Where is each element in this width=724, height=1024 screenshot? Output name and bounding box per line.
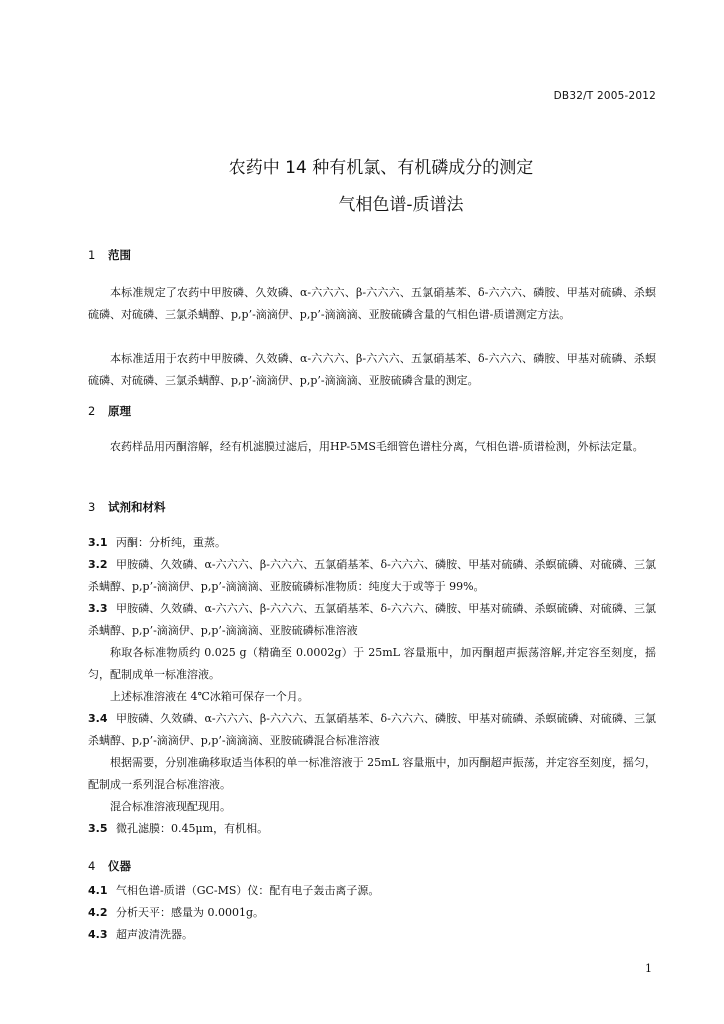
- section-title: 试剂和材料: [108, 500, 166, 514]
- clause-number: 3.5: [88, 822, 108, 835]
- clause-4-3: [88, 924, 656, 946]
- clause-3-5: [88, 818, 656, 840]
- section-heading-principle: [88, 403, 131, 419]
- paragraph-3-3-1: 称取各标准物质约 0.025 g（精确至 0.0002g）于 25mL 容量瓶中，加丙酮超声振荡溶解,并定容至刻度，摇匀，配制成单一标准溶液。: [88, 646, 656, 681]
- standard-code: DB32/T 2005-2012: [553, 90, 656, 102]
- clause-number: 4.1: [88, 884, 108, 897]
- section-title: 原理: [108, 404, 131, 418]
- section-heading-scope: [88, 247, 131, 263]
- clause-text: 超声波清洗器。: [116, 928, 193, 941]
- paragraph-3-3-2: 上述标准溶液在 4℃冰箱可保存一个月。: [110, 690, 309, 703]
- clause-3-3: [88, 598, 656, 642]
- clause-text: 丙酮：分析纯，重蒸。: [116, 536, 226, 549]
- clause-number: 3.4: [88, 712, 108, 725]
- section-number: 4: [88, 859, 96, 873]
- paragraph-scope-2: 本标准适用于农药中甲胺磷、久效磷、α-六六六、β-六六六、五氯硝基苯、δ-六六六、磷胺、甲基对硫磷、杀螟硫磷、对硫磷、三氯杀螨醇、p,p’-滴滴伊、p,p’-滴滴滴、亚胺硫磷含量的测定。: [88, 352, 656, 387]
- clause-number: 4.2: [88, 906, 108, 919]
- clause-3-2: [88, 554, 656, 598]
- paragraph-scope-1: 本标准规定了农药中甲胺磷、久效磷、α-六六六、β-六六六、五氯硝基苯、δ-六六六、磷胺、甲基对硫磷、杀螟硫磷、对硫磷、三氯杀螨醇、p,p’-滴滴伊、p,p’-滴滴滴、亚胺硫磷含量的气相色谱-质谱测定方法。: [88, 286, 656, 321]
- clause-number: 3.2: [88, 558, 108, 571]
- section-number: 1: [88, 248, 96, 262]
- clause-3-1: [88, 532, 656, 554]
- clause-text: 分析天平：感量为 0.0001g。: [116, 906, 265, 919]
- document-title: 农药中 14 种有机氯、有机磷成分的测定: [228, 158, 534, 178]
- clause-text: 气相色谱-质谱（GC-MS）仪：配有电子轰击离子源。: [116, 884, 380, 897]
- clause-text: 微孔滤膜：0.45μm，有机相。: [116, 822, 269, 835]
- document-subtitle: 气相色谱-质谱法: [338, 195, 464, 215]
- clause-text: 甲胺磷、久效磷、α-六六六、β-六六六、五氯硝基苯、δ-六六六、磷胺、甲基对硫磷、杀螟硫磷、对硫磷、三氯杀螨醇、p,p’-滴滴伊、p,p’-滴滴滴、亚胺硫磷标准物质：纯度大于或等于 99%。: [88, 558, 656, 593]
- section-heading-apparatus: [88, 858, 131, 874]
- section-heading-reagents: [88, 499, 166, 515]
- section-number: 3: [88, 500, 96, 514]
- page-number: 1: [645, 962, 652, 975]
- clause-number: 3.3: [88, 602, 108, 615]
- clause-3-4: [88, 708, 656, 752]
- clause-4-2: [88, 902, 656, 924]
- clause-number: 3.1: [88, 536, 108, 549]
- section-title: 仪器: [108, 859, 131, 873]
- clause-text: 甲胺磷、久效磷、α-六六六、β-六六六、五氯硝基苯、δ-六六六、磷胺、甲基对硫磷、杀螟硫磷、对硫磷、三氯杀螨醇、p,p’-滴滴伊、p,p’-滴滴滴、亚胺硫磷混合标准溶液: [88, 712, 656, 747]
- section-title: 范围: [108, 248, 131, 262]
- clause-number: 4.3: [88, 928, 108, 941]
- clause-4-1: [88, 880, 656, 902]
- paragraph-3-4-1: 根据需要，分别准确移取适当体积的单一标准溶液于 25mL 容量瓶中，加丙酮超声振荡，并定容至刻度，摇匀，配制成一系列混合标准溶液。: [88, 756, 656, 791]
- paragraph-principle: 农药样品用丙酮溶解，经有机滤膜过滤后，用HP-5MS毛细管色谱柱分离，气相色谱-质谱检测，外标法定量。: [110, 440, 644, 453]
- section-number: 2: [88, 404, 96, 418]
- clause-text: 甲胺磷、久效磷、α-六六六、β-六六六、五氯硝基苯、δ-六六六、磷胺、甲基对硫磷、杀螟硫磷、对硫磷、三氯杀螨醇、p,p’-滴滴伊、p,p’-滴滴滴、亚胺硫磷标准溶液: [88, 602, 656, 637]
- paragraph-3-4-2: 混合标准溶液现配现用。: [110, 800, 231, 813]
